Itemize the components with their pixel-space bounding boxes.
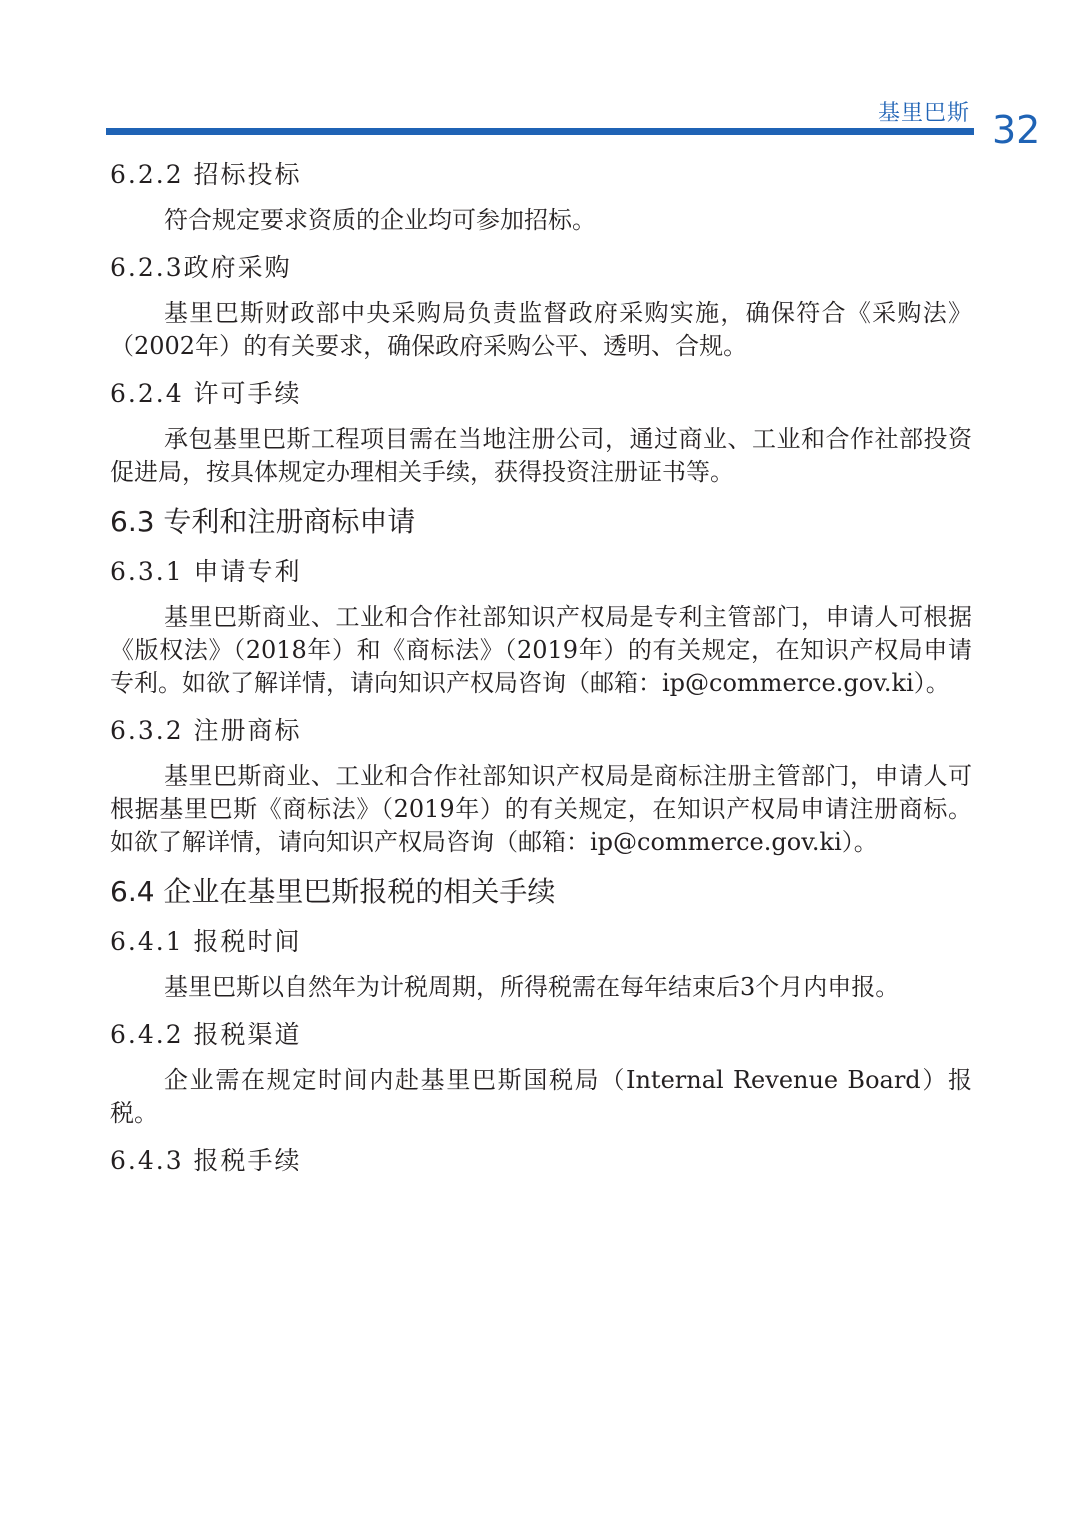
paragraph-6-3-2: 基里巴斯商业、工业和合作社部知识产权局是商标注册主管部门，申请人可根据基里巴斯《商标法》（2019年）的有关规定，在知识产权局申请注册商标。如欲了解详情，请向知识产权局咨询（邮箱：ip@commerce.gov.ki）。 <box>110 762 972 856</box>
heading-6-4-1: 6.4.1 报税时间 <box>110 927 302 956</box>
heading-6-3: 6.3 专利和注册商标申请 <box>110 505 416 538</box>
heading-6-4: 6.4 企业在基里巴斯报税的相关手续 <box>110 875 556 908</box>
paragraph-6-4-1: 基里巴斯以自然年为计税周期，所得税需在每年结束后3个月内申报。 <box>164 973 900 1001</box>
paragraph-6-2-3: 基里巴斯财政部中央采购局负责监督政府采购实施，确保符合《采购法》（2002年）的有关要求，确保政府采购公平、透明、合规。 <box>110 299 972 360</box>
heading-6-4-3: 6.4.3 报税手续 <box>110 1146 302 1175</box>
heading-6-3-2: 6.3.2 注册商标 <box>110 716 302 745</box>
paragraph-6-2-2: 符合规定要求资质的企业均可参加招标。 <box>164 206 596 234</box>
page-body <box>110 158 972 1190</box>
paragraph-6-2-4: 承包基里巴斯工程项目需在当地注册公司，通过商业、工业和合作社部投资促进局，按具体规定办理相关手续，获得投资注册证书等。 <box>110 425 972 486</box>
heading-6-2-2: 6.2.2 招标投标 <box>110 160 302 189</box>
heading-6-2-4: 6.2.4 许可手续 <box>110 379 302 408</box>
page-number: 32 <box>992 108 1041 152</box>
heading-6-3-1: 6.3.1 申请专利 <box>110 557 302 586</box>
heading-6-2-3: 6.2.3政府采购 <box>110 253 292 282</box>
heading-6-4-2: 6.4.2 报税渠道 <box>110 1020 302 1049</box>
paragraph-6-4-2: 企业需在规定时间内赴基里巴斯国税局（Internal Revenue Board）报税。 <box>110 1066 972 1127</box>
paragraph-6-3-1: 基里巴斯商业、工业和合作社部知识产权局是专利主管部门，申请人可根据《版权法》（2018年）和《商标法》（2019年）的有关规定，在知识产权局申请专利。如欲了解详情，请向知识产权局咨询（邮箱：ip@commerce.gov.ki）。 <box>110 603 972 697</box>
header-rule <box>106 128 974 135</box>
running-header-title: 基里巴斯 <box>877 101 970 126</box>
